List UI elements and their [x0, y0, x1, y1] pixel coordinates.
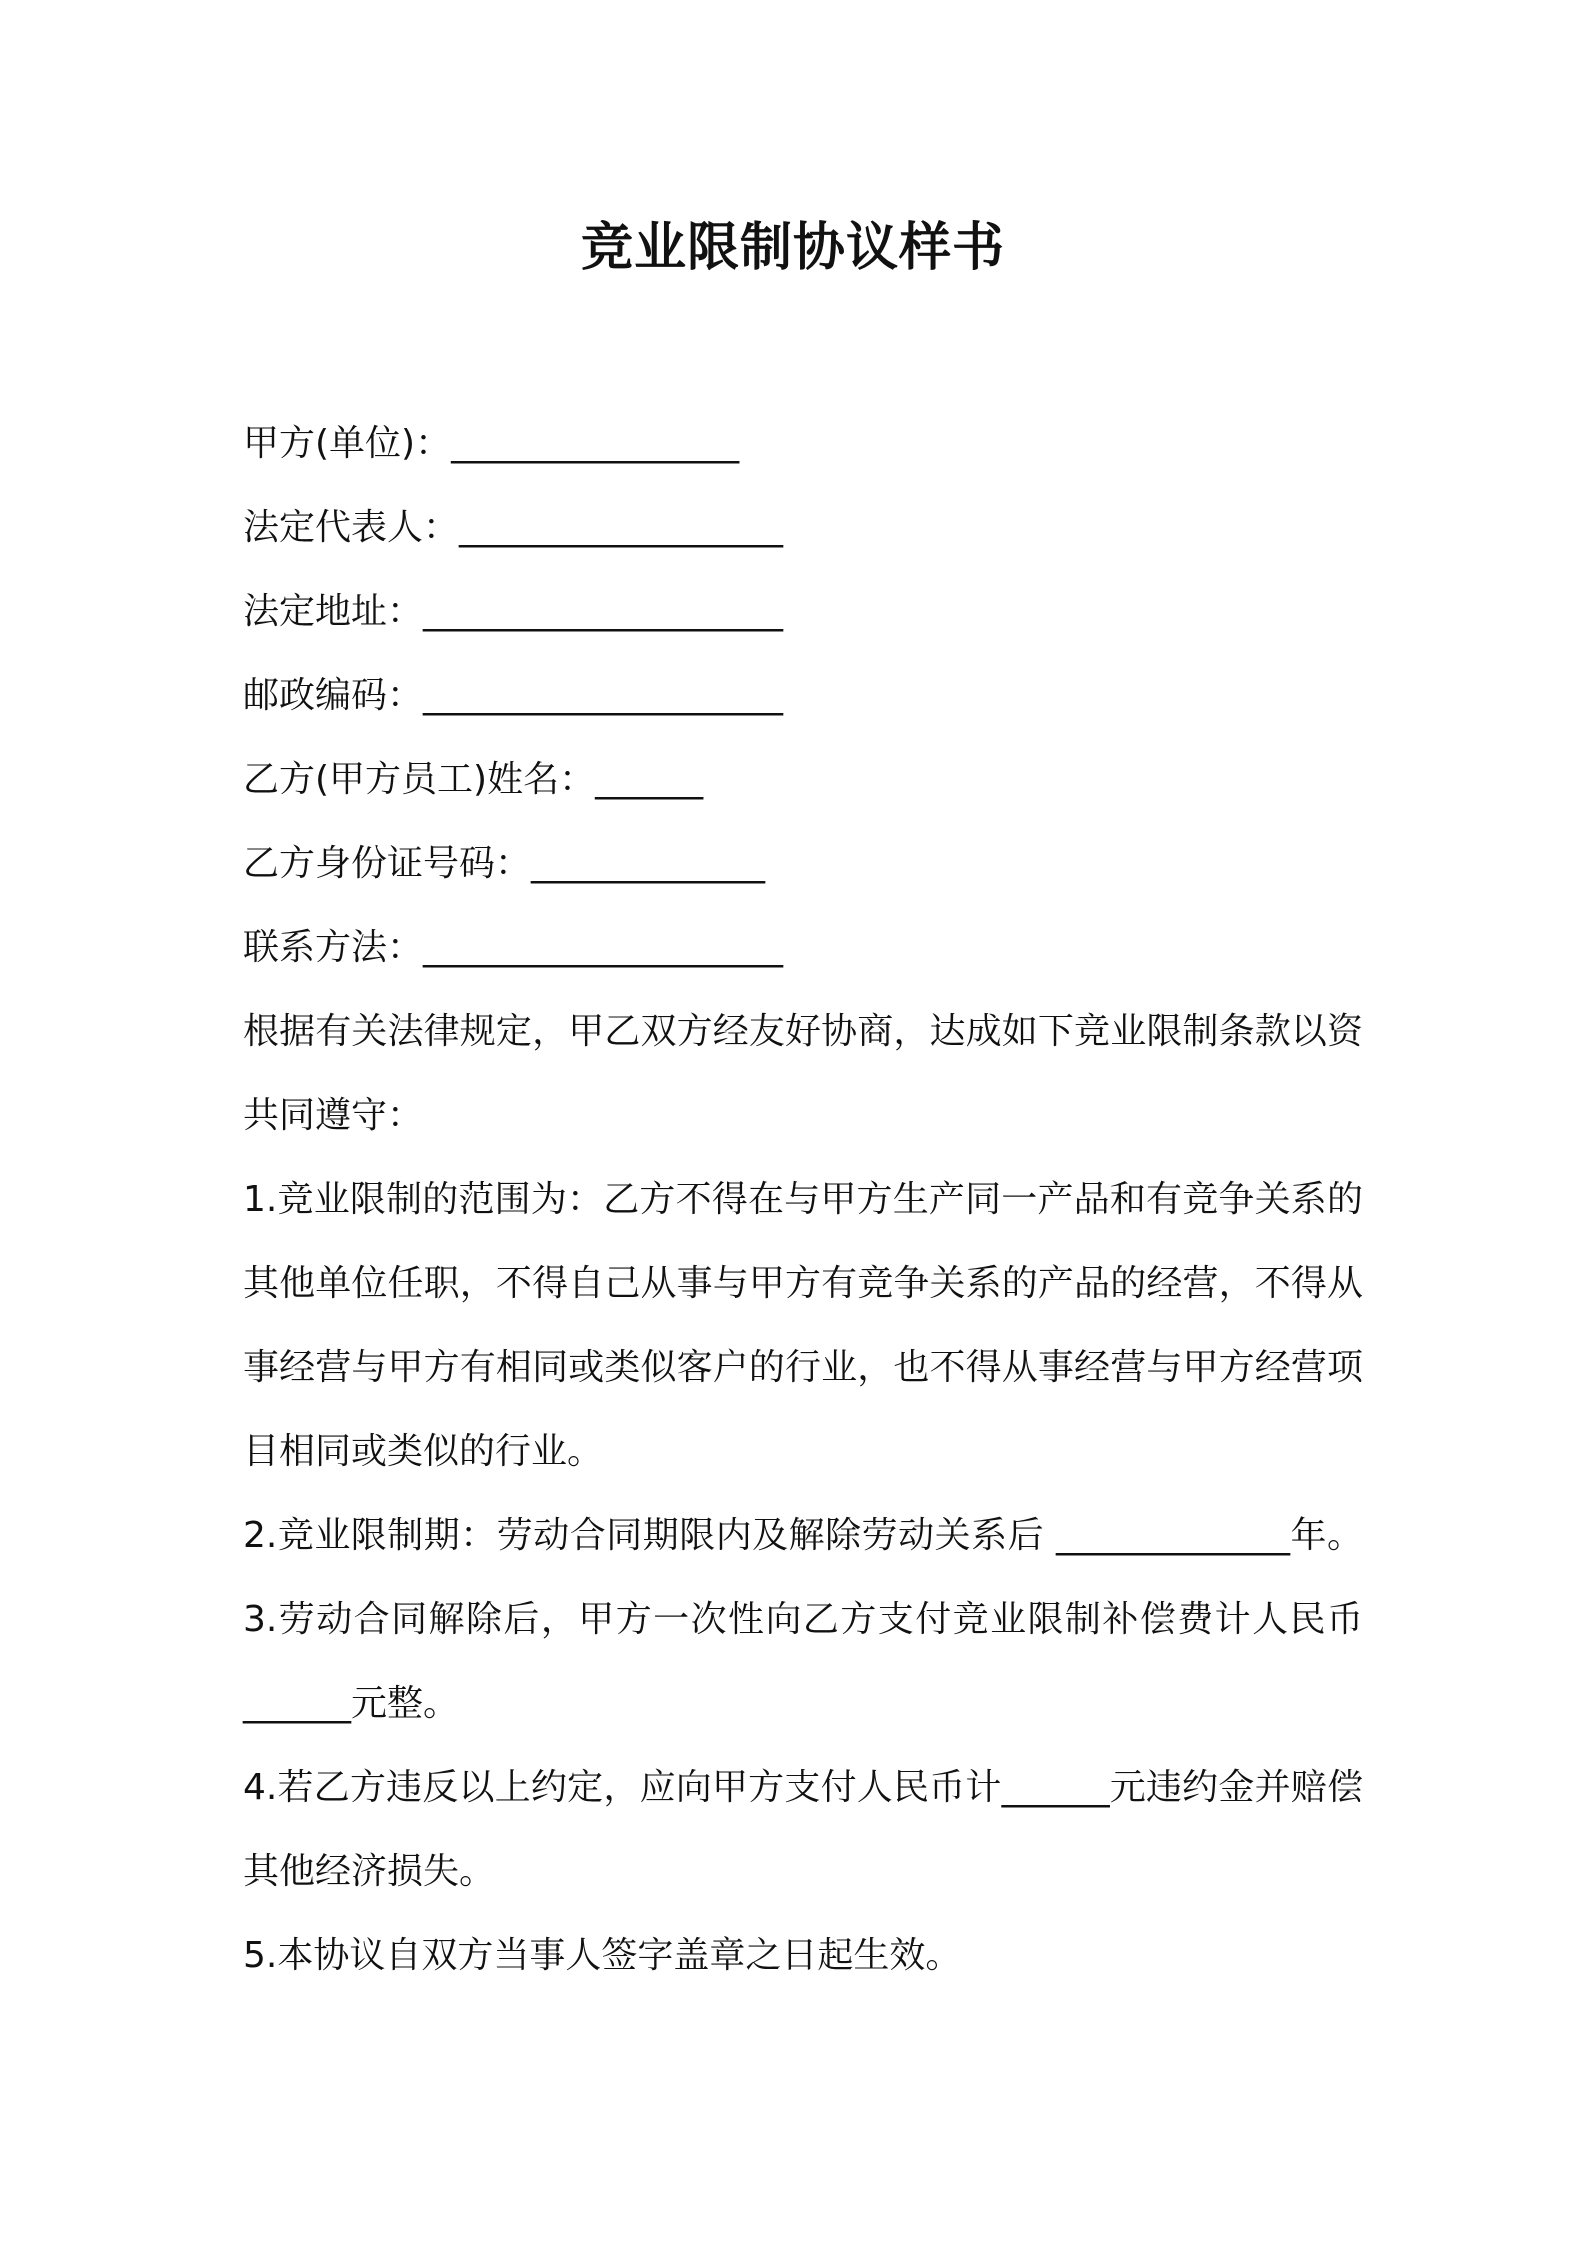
field-party-a: 甲方(单位)：________________: [243, 423, 740, 464]
intro-paragraph: 根据有关法律规定，甲乙双方经友好协商，达成如下竞业限制条款以资共同遵守：: [243, 1011, 1363, 1136]
field-legal-address: 法定地址：____________________: [243, 591, 784, 632]
field-contact: 联系方法：____________________: [243, 927, 784, 968]
clause-2-3: 2.竞业限制期：劳动合同期限内及解除劳动关系后 _____________年。3.劳动合同解除后，甲方一次性向乙方支付竞业限制补偿费计人民币______元整。: [243, 1515, 1363, 1724]
document-title: 竞业限制协议样书: [580, 218, 1005, 278]
field-legal-representative: 法定代表人：__________________: [243, 507, 784, 548]
field-party-b-id: 乙方身份证号码：_____________: [243, 843, 766, 884]
clause-1: 1.竞业限制的范围为：乙方不得在与甲方生产同一产品和有竞争关系的其他单位任职，不得自己从事与甲方有竞争关系的产品的经营，不得从事经营与甲方有相同或类似客户的行业，也不得从事经营与甲方经营项目相同或类似的行业。: [243, 1179, 1363, 1472]
field-postal-code: 邮政编码：____________________: [243, 675, 784, 716]
field-party-b-name: 乙方(甲方员工)姓名：______: [243, 759, 704, 800]
document-body: [243, 402, 1363, 1998]
clause-4: 4.若乙方违反以上约定，应向甲方支付人民币计______元违约金并赔偿其他经济损失。: [243, 1767, 1363, 1892]
clause-5: 5.本协议自双方当事人签字盖章之日起生效。: [243, 1935, 962, 1976]
